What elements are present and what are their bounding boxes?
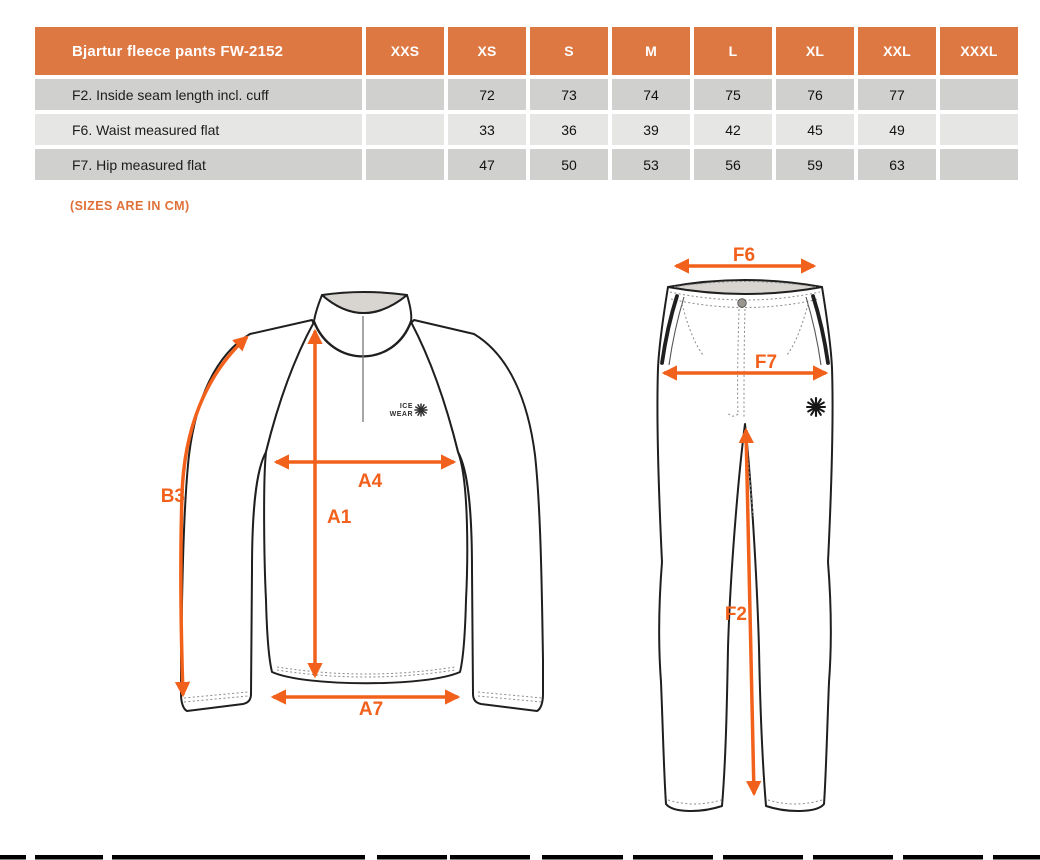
size-value: 36 bbox=[530, 114, 608, 145]
next-table-top-border bbox=[0, 855, 1040, 860]
size-value: 39 bbox=[612, 114, 690, 145]
table-border-segment bbox=[723, 855, 803, 860]
size-value: 59 bbox=[776, 149, 854, 180]
dim-label-a4: A4 bbox=[357, 471, 383, 492]
size-value: 42 bbox=[694, 114, 772, 145]
size-header-xxl: XXL bbox=[858, 27, 936, 75]
table-border-segment bbox=[542, 855, 623, 860]
brand-line1: ICE bbox=[399, 403, 413, 410]
size-header-m: M bbox=[612, 27, 690, 75]
dim-label-a1: A1 bbox=[327, 507, 352, 528]
shirt-diagram bbox=[161, 292, 543, 720]
row-label-f6: F6. Waist measured flat bbox=[35, 114, 362, 145]
dim-label-f7: F7 bbox=[754, 352, 778, 373]
size-header-xxxl: XXXL bbox=[940, 27, 1018, 75]
table-border-segment bbox=[633, 855, 713, 860]
size-value: 72 bbox=[448, 79, 526, 110]
size-value: 50 bbox=[530, 149, 608, 180]
size-value: 49 bbox=[858, 114, 936, 145]
table-border-segment bbox=[112, 855, 365, 860]
dim-label-a7: A7 bbox=[358, 699, 384, 720]
size-value: 74 bbox=[612, 79, 690, 110]
dim-label-f2: F2 bbox=[724, 604, 747, 625]
size-header-xl: XL bbox=[776, 27, 854, 75]
size-value: 77 bbox=[858, 79, 936, 110]
pants-body bbox=[657, 287, 832, 811]
size-value: 45 bbox=[776, 114, 854, 145]
row-label-f2: F2. Inside seam length incl. cuff bbox=[35, 79, 362, 110]
table-border-segment bbox=[377, 855, 447, 860]
size-value: 76 bbox=[776, 79, 854, 110]
table-border-segment bbox=[993, 855, 1040, 860]
size-value: 56 bbox=[694, 149, 772, 180]
size-value: 33 bbox=[448, 114, 526, 145]
size-value: 47 bbox=[448, 149, 526, 180]
table-border-segment bbox=[450, 855, 530, 860]
size-value: 75 bbox=[694, 79, 772, 110]
table-border-segment bbox=[813, 855, 893, 860]
waist-button bbox=[738, 299, 747, 308]
brand-line2: WEAR bbox=[389, 411, 413, 418]
size-header-l: L bbox=[694, 27, 772, 75]
row-label-f7: F7. Hip measured flat bbox=[35, 149, 362, 180]
dim-label-f6: F6 bbox=[732, 245, 756, 266]
table-border-segment bbox=[35, 855, 103, 860]
table-border-segment bbox=[0, 855, 26, 860]
size-header-xs: XS bbox=[448, 27, 526, 75]
size-header-s: S bbox=[530, 27, 608, 75]
size-value: 53 bbox=[612, 149, 690, 180]
sizes-note: (SIZES ARE IN CM) bbox=[70, 199, 190, 213]
size-value: 73 bbox=[530, 79, 608, 110]
size-header-xxs: XXS bbox=[366, 27, 444, 75]
size-value: 63 bbox=[858, 149, 936, 180]
pants-diagram bbox=[657, 245, 832, 811]
dim-label-b3: B3 bbox=[160, 486, 185, 507]
table-title: Bjartur fleece pants FW-2152 bbox=[35, 27, 362, 75]
table-border-segment bbox=[903, 855, 983, 860]
